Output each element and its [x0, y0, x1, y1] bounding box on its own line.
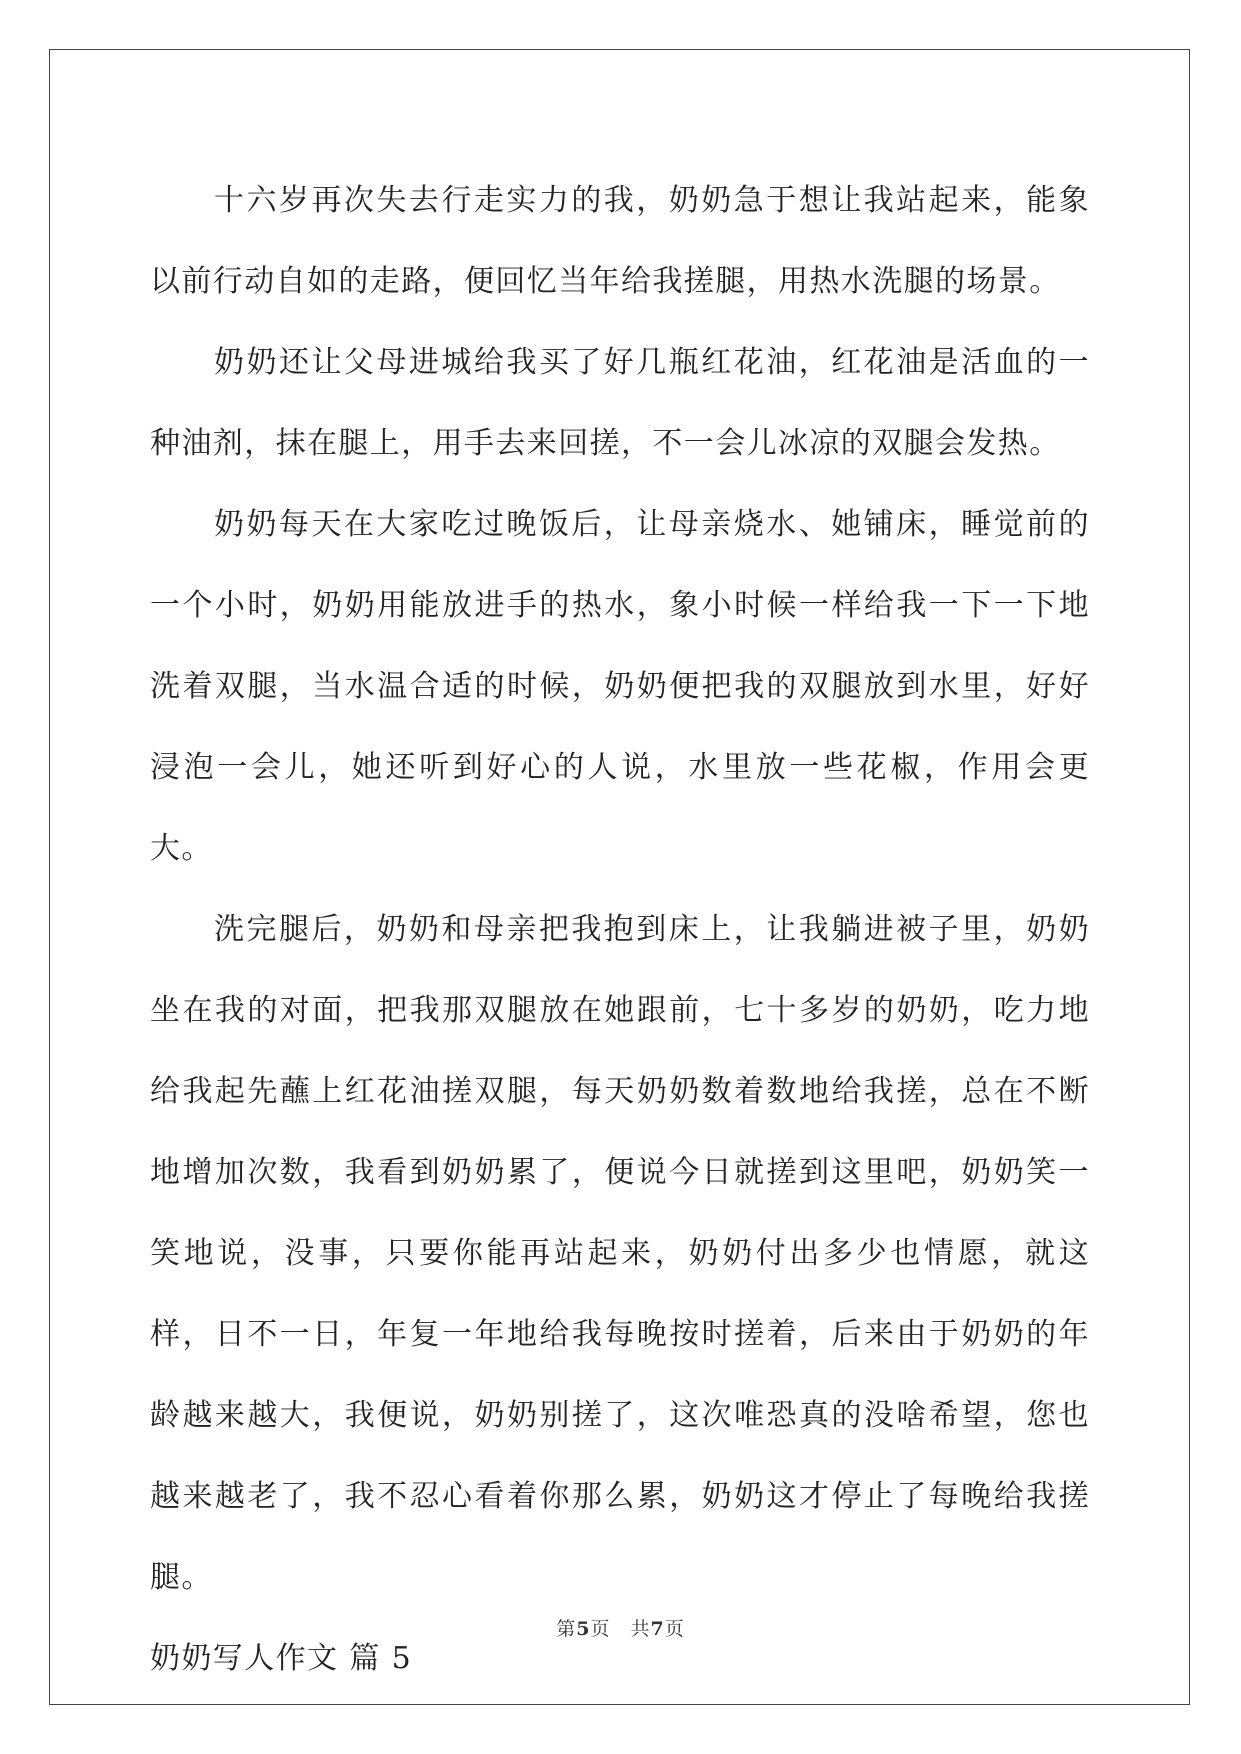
- document-body: [150, 160, 1090, 1699]
- total-pages-prefix: 共: [630, 1618, 651, 1640]
- page-number-prefix: 第: [556, 1618, 577, 1640]
- paragraph-4: 洗完腿后，奶奶和母亲把我抱到床上，让我躺进被子里，奶奶坐在我的对面，把我那双腿放在她跟前，七十多岁的奶奶，吃力地给我起先蘸上红花油搓双腿，每天奶奶数着数地给我搓，总在不断地增加次数，我看到奶奶累了，便说今日就搓到这里吧，奶奶笑一笑地说，没事，只要你能再站起来，奶奶付出多少也情愿，就这样，日不一日，年复一年地给我每晚按时搓着，后来由于奶奶的年龄越来越大，我便说，奶奶别搓了，这次唯恐真的没啥希望，您也越来越老了，我不忍心看着你那么累，奶奶这才停止了每晚给我搓腿。: [150, 912, 1090, 1595]
- page-footer: [0, 1614, 1241, 1641]
- paragraph-2: 奶奶还让父母进城给我买了好几瓶红花油，红花油是活血的一种油剂，抹在腿上，用手去来回搓，不一会儿冰凉的双腿会发热。: [150, 345, 1090, 461]
- total-pages-suffix: 页: [664, 1618, 685, 1640]
- total-page-count: 7: [650, 1618, 665, 1640]
- paragraph-3: 奶奶每天在大家吃过晚饭后，让母亲烧水、她铺床，睡觉前的一个小时，奶奶用能放进手的热水，象小时候一样给我一下一下地洗着双腿，当水温合适的时候，奶奶便把我的双腿放到水里，好好浸泡一会儿，她还听到好心的人说，水里放一些花椒，作用会更大。: [150, 507, 1090, 866]
- current-page-number: 5: [576, 1618, 591, 1640]
- section-heading: 奶奶写人作文 篇 5: [150, 1641, 413, 1676]
- paragraph-1: 十六岁再次失去行走实力的我，奶奶急于想让我站起来，能象以前行动自如的走路，便回忆当年给我搓腿，用热水洗腿的场景。: [150, 183, 1090, 299]
- page-number-suffix: 页: [590, 1618, 611, 1640]
